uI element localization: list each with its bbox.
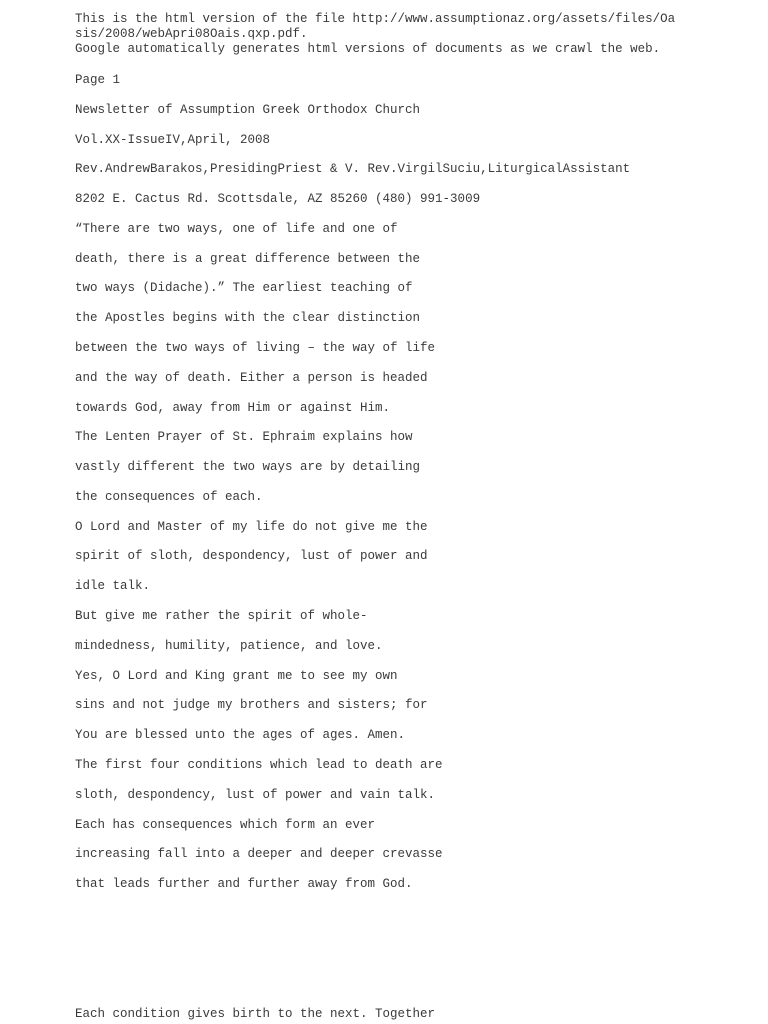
body-line: between the two ways of living – the way of life [75,341,436,355]
clergy-info: Rev.AndrewBarakos,PresidingPriest & V. Rev.VirgilSuciu,LiturgicalAssistant [75,162,631,176]
body-line: the consequences of each. [75,490,263,504]
body-line: idle talk. [75,579,151,593]
cache-notice-url-line: This is the html version of the file http://www.assumptionaz.org/assets/files/Oa [75,12,676,26]
body-line: But give me rather the spirit of whole- [75,609,368,623]
body-line: death, there is a great difference between the [75,252,421,266]
cache-notice-url-continuation: sis/2008/webApri08Oais.qxp.pdf. [75,27,308,41]
body-line: The first four conditions which lead to death are [75,758,443,772]
body-line: that leads further and further away from God. [75,877,413,891]
body-line: and the way of death. Either a person is headed [75,371,428,385]
body-line: You are blessed unto the ages of ages. Amen. [75,728,406,742]
cache-notice-description: Google automatically generates html versions of documents as we crawl the web. [75,42,661,56]
body-line: vastly different the two ways are by detailing [75,460,421,474]
body-line-final: Each condition gives birth to the next. Together [75,1007,436,1021]
body-line: sins and not judge my brothers and sisters; for [75,698,428,712]
body-line: sloth, despondency, lust of power and vain talk. [75,788,436,802]
body-line: two ways (Didache).” The earliest teaching of [75,281,413,295]
cache-notice [75,12,735,57]
body-line: increasing fall into a deeper and deeper crevasse [75,847,443,861]
body-line: O Lord and Master of my life do not give me the [75,520,428,534]
body-line: “There are two ways, one of life and one of [75,222,398,236]
church-address: 8202 E. Cactus Rd. Scottsdale, AZ 85260 (480) 991-3009 [75,192,481,206]
body-line: towards God, away from Him or against Him. [75,401,391,415]
body-line: The Lenten Prayer of St. Ephraim explains how [75,430,413,444]
newsletter-title: Newsletter of Assumption Greek Orthodox Church [75,103,421,117]
body-line: Yes, O Lord and King grant me to see my own [75,669,398,683]
body-line: Each has consequences which form an ever [75,818,376,832]
body-line: mindedness, humility, patience, and love. [75,639,383,653]
body-line: the Apostles begins with the clear distinction [75,311,421,325]
body-line: spirit of sloth, despondency, lust of power and [75,549,428,563]
page-label: Page 1 [75,73,121,87]
issue-info: Vol.XX-IssueIV,April, 2008 [75,133,271,147]
